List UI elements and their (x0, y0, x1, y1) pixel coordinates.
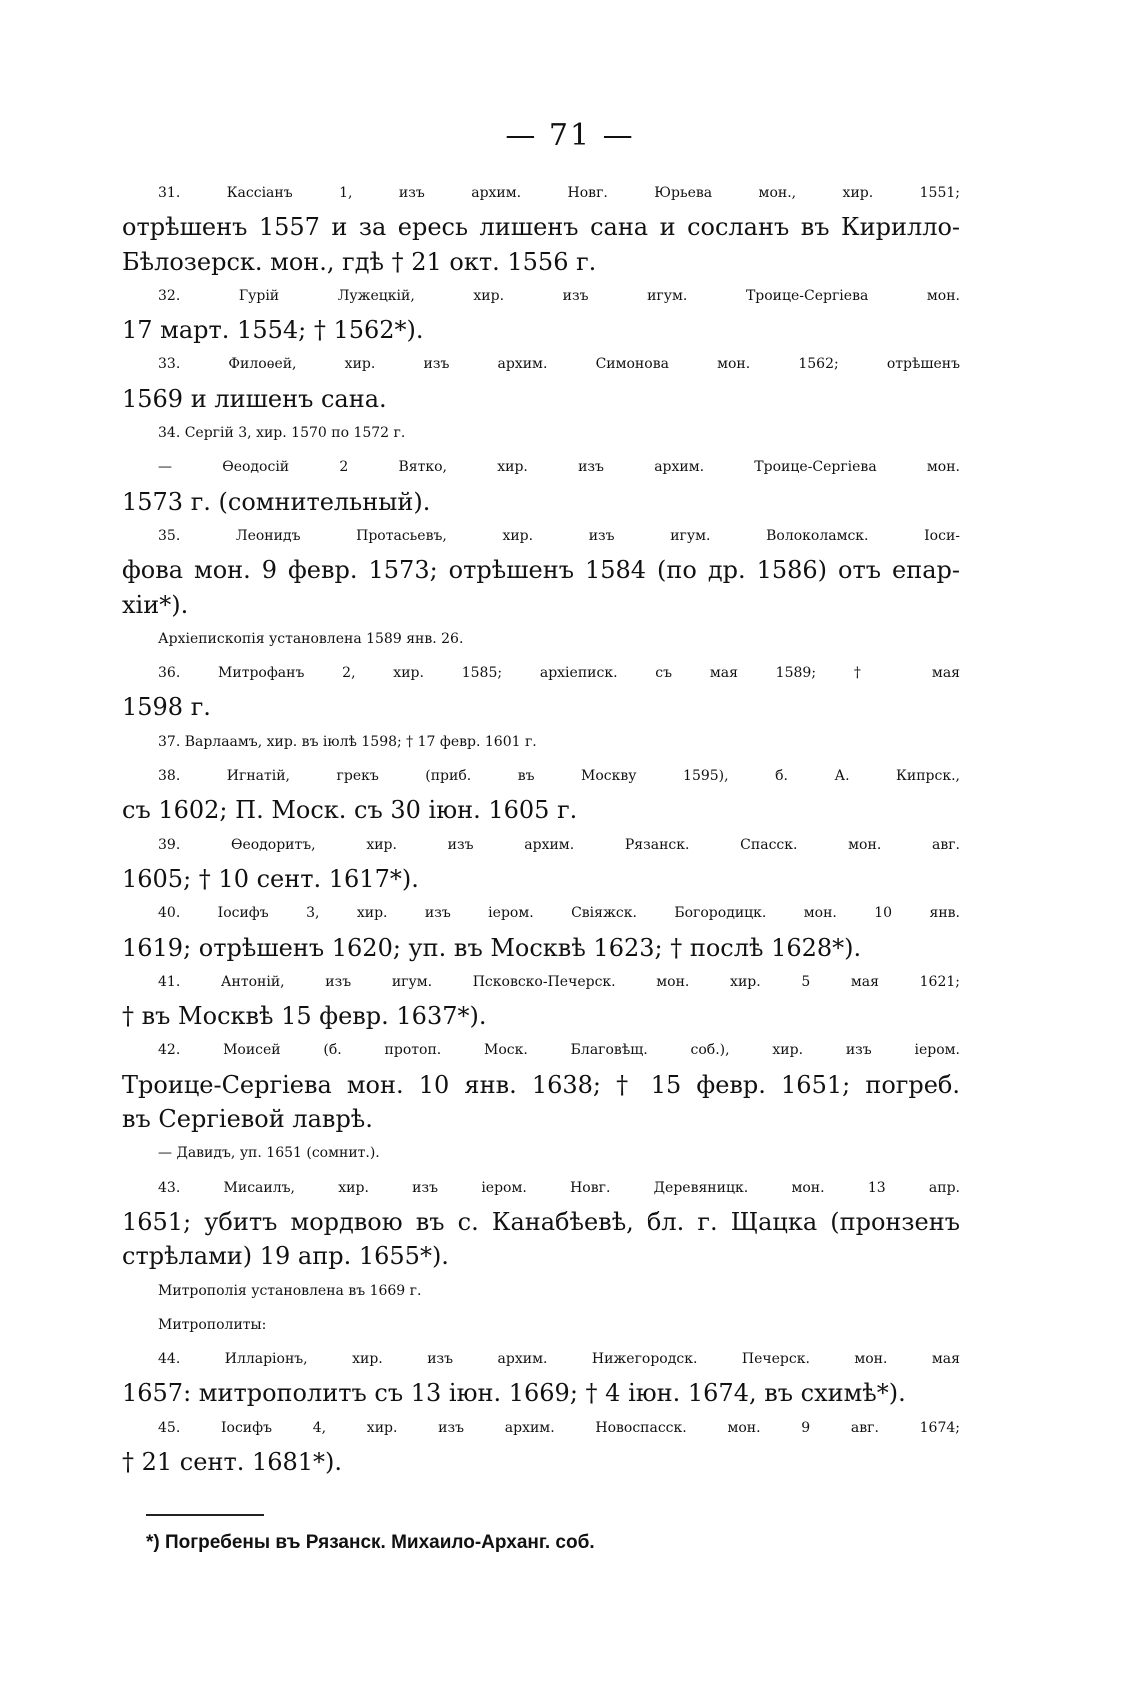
page-body-text (122, 176, 960, 1479)
text-line: 1605; † 10 сент. 1617*). (122, 864, 419, 893)
text-line: Троице-Сергіева мон. 10 янв. 1638; † 15 февр. 1651; погреб. (122, 1070, 960, 1099)
text-line: 17 март. 1554; † 1562*). (122, 316, 424, 345)
text-line: 43. Мисаилъ, хир. изъ іером. Новг. Деревяницк. мон. 13 апр. (158, 1179, 960, 1196)
text-line: Бѣлозерск. мон., гдѣ † 21 окт. 1556 г. (122, 247, 597, 276)
text-line: хіи*). (122, 590, 189, 619)
text-line: 37. Варлаамъ, хир. въ іюлѣ 1598; † 17 февр. 1601 г. (158, 733, 537, 750)
text-line: 40. Іосифъ 3, хир. изъ іером. Свіяжск. Богородицк. мон. 10 янв. (158, 905, 960, 922)
text-line: — Давидъ, уп. 1651 (сомнит.). (158, 1145, 380, 1162)
text-line: въ Сергіевой лаврѣ. (122, 1105, 373, 1134)
text-line: 1569 и лишенъ сана. (122, 384, 387, 413)
text-line: 45. Іосифъ 4, хир. изъ архим. Новоспасск. мон. 9 авг. 1674; (158, 1419, 960, 1436)
text-line: 42. Моисей (б. протоп. Моск. Благовѣщ. соб.), хир. изъ іером. (158, 1042, 960, 1059)
text-line: † въ Москвѣ 15 февр. 1637*). (122, 1002, 487, 1031)
text-line: 33. Филоѳей, хир. изъ архим. Симонова мон. 1562; отрѣшенъ (158, 356, 960, 373)
text-line: 31. Кассіанъ 1, изъ архим. Новг. Юрьева мон., хир. 1551; (158, 185, 960, 201)
text-line: фова мон. 9 февр. 1573; отрѣшенъ 1584 (по др. 1586) отъ епар- (122, 556, 960, 585)
text-line: 36. Митрофанъ 2, хир. 1585; архіеписк. съ мая 1589; † мая (158, 665, 960, 682)
page-number: — 71 — (505, 118, 635, 153)
footnote: *) Погребены въ Рязанск. Михаило-Арханг. соб. (146, 1532, 595, 1553)
text-line: 1651; убитъ мордвою въ с. Канабѣевѣ, бл. г. Щацка (пронзенъ (122, 1207, 960, 1236)
text-line: 39. Ѳеодоритъ, хир. изъ архим. Рязанск. Спасск. мон. авг. (158, 836, 960, 853)
text-line: 1598 г. (122, 693, 211, 722)
text-line: 41. Антоній, изъ игум. Псковско-Печерск. мон. хир. 5 мая 1621; (158, 973, 960, 990)
text-line: стрѣлами) 19 апр. 1655*). (122, 1242, 449, 1271)
text-line: — Ѳеодосій 2 Вятко, хир. изъ архим. Троице-Сергіева мон. (158, 459, 960, 476)
footnote-divider (146, 1514, 264, 1516)
text-line: отрѣшенъ 1557 и за ересь лишенъ сана и сосланъ въ Кирилло- (122, 213, 960, 242)
text-line: 44. Илларіонъ, хир. изъ архим. Нижегородск. Печерск. мон. мая (158, 1351, 960, 1368)
text-line: 1573 г. (сомнительный). (122, 487, 431, 516)
text-line: съ 1602; П. Моск. съ 30 іюн. 1605 г. (122, 796, 578, 825)
text-line: 1619; отрѣшенъ 1620; уп. въ Москвѣ 1623; † послѣ 1628*). (122, 933, 862, 962)
text-line: Архіепископія установлена 1589 янв. 26. (158, 630, 464, 647)
text-line: Митрополія установлена въ 1669 г. (158, 1282, 422, 1299)
text-line: 35. Леонидъ Протасьевъ, хир. изъ игум. Волоколамск. Іоси- (158, 527, 960, 544)
text-line: 32. Гурій Лужецкій, хир. изъ игум. Троице-Сергіева мон. (158, 287, 960, 304)
text-line: † 21 сент. 1681*). (122, 1447, 343, 1476)
text-line: 34. Сергій 3, хир. 1570 по 1572 г. (158, 425, 406, 442)
text-line: 38. Игнатій, грекъ (приб. въ Москву 1595), б. А. Кипрск., (158, 768, 960, 785)
text-line: 1657: митрополитъ съ 13 іюн. 1669; † 4 іюн. 1674, въ схимѣ*). (122, 1379, 906, 1408)
text-line: Митрополиты: (158, 1316, 267, 1333)
